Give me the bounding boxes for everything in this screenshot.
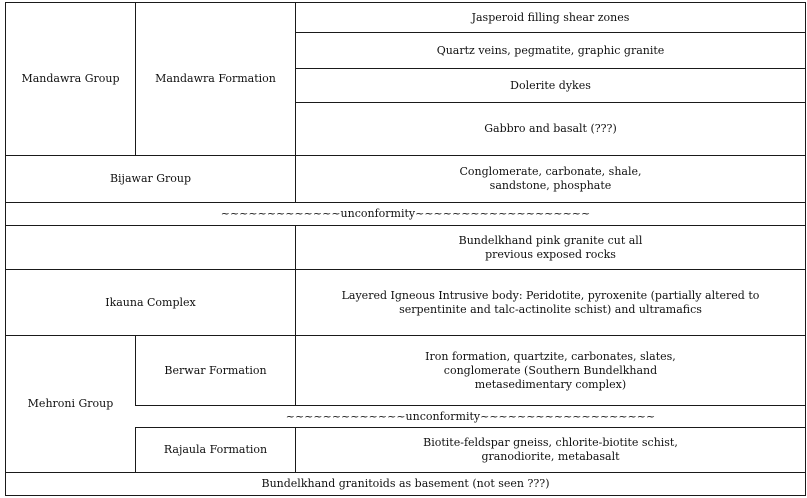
bijawar-lithology-cell: Conglomerate, carbonate, shale, sandstone, phosphate [459,165,642,192]
rule [5,495,805,496]
rajaula-formation-cell: Rajaula Formation [163,443,268,456]
ikauna-lithology-cell: Layered Igneous Intrusive body: Peridotite, pyroxenite (partially altered to serpentinite and talc-actinolite schist) and ultramafics [341,288,760,316]
mehroni-group-cell: Mehroni Group [27,397,114,410]
mandawra-group-cell: Mandawra Group [21,72,120,85]
berwar-formation-cell: Berwar Formation [164,363,267,377]
ikauna-complex-cell: Ikauna Complex [105,295,196,309]
rule [805,2,806,496]
mandawra-unit-cell: Quartz veins, pegmatite, graphic granite [436,43,665,57]
mandawra-formation-cell: Mandawra Formation [155,72,276,85]
mandawra-unit-cell: Dolerite dykes [510,78,591,92]
unconformity-row: ~~~~~~~~~~~~~unconformity~~~~~~~~~~~~~~~~~~~ [220,207,591,220]
unconformity-row: ~~~~~~~~~~~~~unconformity~~~~~~~~~~~~~~~~~~~ [285,409,656,423]
mandawra-unit-cell: Gabbro and basalt (???) [484,122,617,135]
mandawra-unit-cell: Jasperoid filling shear zones [471,10,630,24]
berwar-lithology-cell: Iron formation, quartzite, carbonates, slates, conglomerate (Southern Bundelkhand metasedimentary complex) [425,349,676,391]
rajaula-lithology-cell: Biotite-feldspar gneiss, chlorite-biotite schist, granodiorite, metabasalt [423,436,678,463]
bijawar-group-cell: Bijawar Group [109,172,192,185]
pink-granite-cell: Bundelkhand pink granite cut all previous exposed rocks [458,233,643,261]
basement-row: Bundelkhand granitoids as basement (not seen ???) [261,477,550,490]
